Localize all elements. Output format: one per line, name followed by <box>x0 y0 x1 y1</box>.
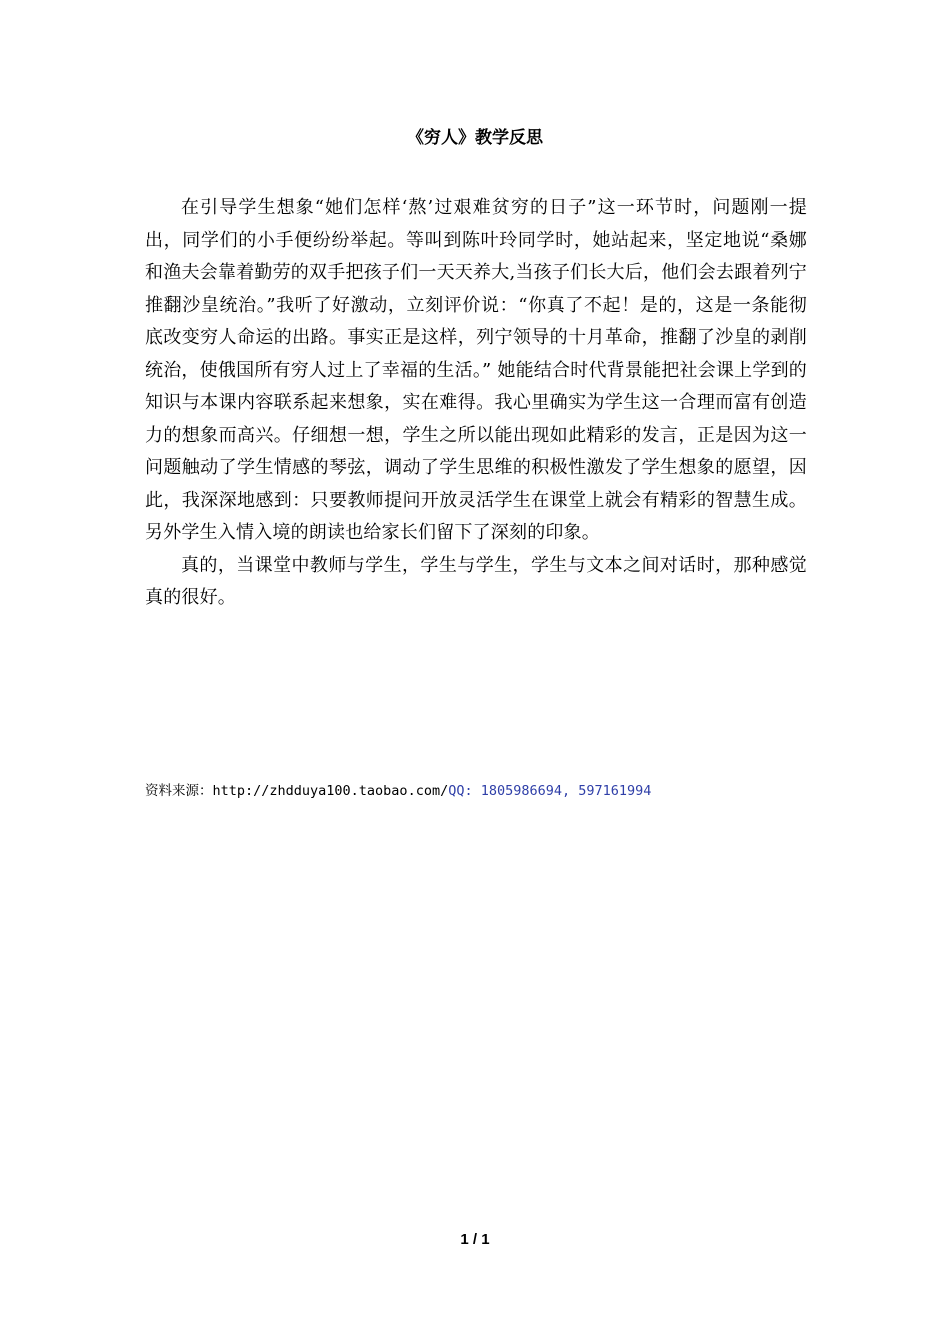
qq-contact-link[interactable]: QQ: 1805986694, 597161994 <box>448 783 652 799</box>
page-title: 《穷人》教学反思 <box>407 128 543 148</box>
source-url-link[interactable]: http://zhdduya100.taobao.com/ <box>212 783 449 799</box>
paragraph-2: 真的，当课堂中教师与学生，学生与学生，学生与文本之间对话时，那种感觉真的很好。 <box>145 554 807 608</box>
source-line <box>145 781 651 801</box>
source-label: 资料来源： <box>145 783 213 799</box>
article-body <box>145 192 807 615</box>
paragraph-1: 在引导学生想象“她们怎样‘熬’过艰难贫穷的日子”这一环节时，问题刚一提出，同学们的小手便纷纷举起。等叫到陈叶玲同学时，她站起来，坚定地说“桑娜和渔夫会靠着勤劳的双手把孩子们一天天养大,当孩子们长大后，他们会去跟着列宁推翻沙皇统治。”我听了好激动，立刻评价说：“你真了不起！是的，这是一条能彻底改变穷人命运的出路。事实正是这样，列宁领导的十月革命，推翻了沙皇的剥削统治，使俄国所有穷人过上了幸福的生活。” 她能结合时代背景能把社会课上学到的知识与本课内容联系起来想象，实在难得。我心里确实为学生这一合理而富有创造力的想象而高兴。仔细想一想，学生之所以能出现如此精彩的发言，正是因为这一问题触动了学生情感的琴弦，调动了学生思维的积极性激发了学生想象的愿望，因此，我深深地感到：只要教师提问开放灵活学生在课堂上就会有精彩的智慧生成。另外学生入情入境的朗读也给家长们留下了深刻的印象。 <box>145 197 807 543</box>
page-number: 1 / 1 <box>460 1231 490 1248</box>
